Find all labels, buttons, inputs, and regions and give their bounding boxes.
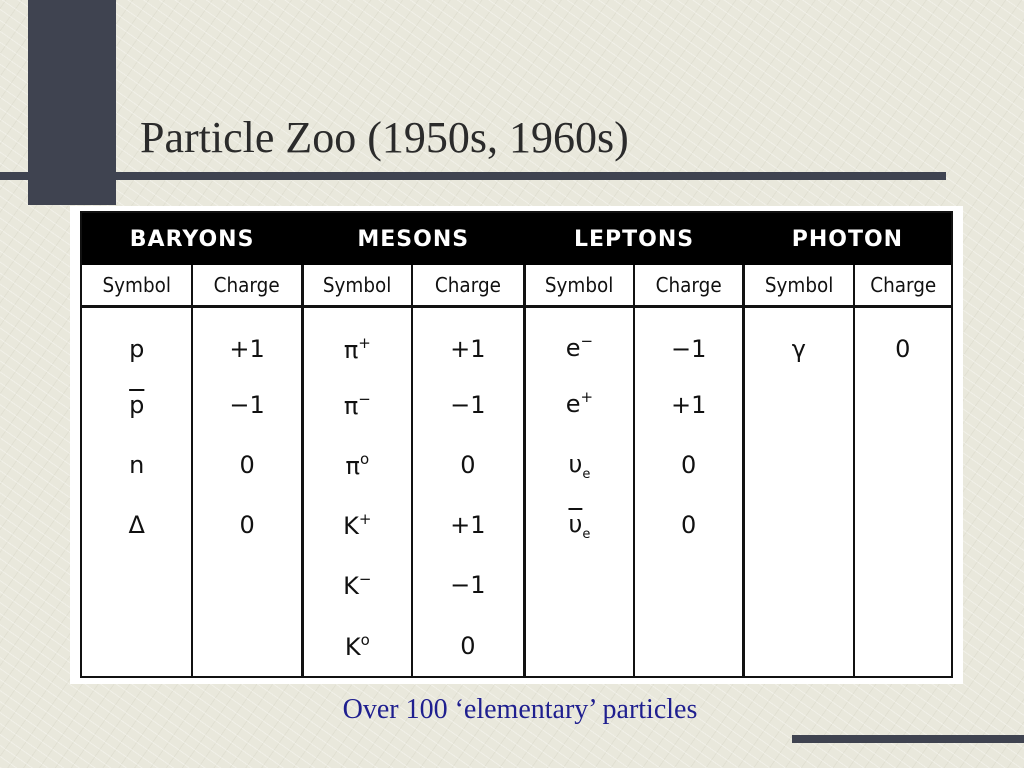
meson-charge-cell: +1 — [412, 307, 524, 375]
lepton-symbol-cell — [524, 555, 634, 615]
lepton-symbol-cell — [524, 435, 634, 495]
baryon-charge-cell: 0 — [192, 495, 302, 555]
lepton-symbol-cell-base: e — [565, 334, 581, 363]
meson-symbol-cell-superscript: + — [358, 334, 371, 353]
table-row — [81, 435, 952, 495]
meson-symbol-cell — [302, 616, 412, 677]
meson-symbol-cell-superscript: − — [358, 570, 372, 589]
meson-charge-cell: −1 — [412, 374, 524, 434]
meson-charge-cell: −1 — [412, 555, 524, 615]
photon-charge-cell — [854, 495, 953, 555]
baryon-symbol-cell-base: $\overline{p}$ — [129, 390, 145, 419]
column-header-charge: Charge — [197, 265, 298, 307]
table-row — [81, 495, 952, 555]
photon-charge-cell: 0 — [854, 307, 953, 375]
column-header-symbol: Symbol — [529, 265, 630, 307]
column-header-charge: Charge — [416, 265, 519, 307]
meson-charge-cell: +1 — [412, 495, 524, 555]
lepton-symbol-cell — [524, 616, 634, 677]
column-header-charge: Charge — [857, 265, 948, 307]
baryon-symbol-cell — [81, 435, 192, 495]
photon-symbol-cell-base: γ — [791, 335, 806, 364]
baryon-symbol-cell-base: Δ — [128, 511, 145, 540]
baryon-symbol-cell — [81, 374, 192, 434]
lepton-symbol-cell-base: e — [565, 389, 581, 418]
photon-charge-cell — [854, 555, 953, 615]
category-header-leptons: LEPTONS — [524, 212, 743, 265]
meson-symbol-cell-superscript: o — [359, 449, 370, 468]
lepton-symbol-cell — [524, 374, 634, 434]
title-divider-rule — [0, 172, 946, 180]
lepton-symbol-cell-subscript: e — [582, 527, 591, 543]
lepton-symbol-cell — [524, 307, 634, 375]
photon-symbol-cell — [744, 435, 854, 495]
lepton-charge-cell: 0 — [634, 495, 744, 555]
baryon-charge-cell: +1 — [192, 307, 302, 375]
column-header-charge: Charge — [638, 265, 739, 307]
baryon-symbol-cell — [81, 555, 192, 615]
meson-symbol-cell — [302, 307, 412, 375]
table-row — [81, 555, 952, 615]
baryon-symbol-cell — [81, 307, 192, 375]
column-header-symbol: Symbol — [748, 265, 849, 307]
table-row — [81, 307, 952, 375]
lepton-symbol-cell-base: $\overline{\upsilon}$ — [568, 510, 583, 539]
category-header-row — [81, 212, 952, 265]
meson-symbol-cell — [302, 555, 412, 615]
meson-symbol-cell — [302, 495, 412, 555]
meson-symbol-cell-base: π — [343, 391, 359, 420]
lepton-charge-cell — [634, 555, 744, 615]
category-header-photon: PHOTON — [744, 212, 952, 265]
table-row — [81, 616, 952, 677]
category-header-mesons: MESONS — [302, 212, 524, 265]
lepton-symbol-cell-subscript: e — [582, 466, 591, 482]
meson-charge-cell: 0 — [412, 616, 524, 677]
column-header-row — [81, 265, 952, 307]
baryon-symbol-cell-base: n — [129, 450, 145, 479]
column-header-symbol: Symbol — [307, 265, 408, 307]
baryon-charge-cell — [192, 616, 302, 677]
photon-symbol-cell — [744, 616, 854, 677]
photon-symbol-cell — [744, 374, 854, 434]
baryon-symbol-cell-base: p — [129, 335, 145, 364]
bottom-accent-rule — [792, 735, 1024, 743]
meson-charge-cell: 0 — [412, 435, 524, 495]
lepton-charge-cell: 0 — [634, 435, 744, 495]
meson-symbol-cell-base: π — [343, 336, 359, 365]
meson-symbol-cell-superscript: o — [360, 630, 370, 649]
meson-symbol-cell-superscript: − — [358, 389, 371, 408]
photon-symbol-cell — [744, 495, 854, 555]
table-row — [81, 374, 952, 434]
lepton-symbol-cell — [524, 495, 634, 555]
meson-symbol-cell-base: K — [343, 512, 359, 541]
photon-charge-cell — [854, 435, 953, 495]
meson-symbol-cell-base: K — [343, 572, 359, 601]
lepton-charge-cell: −1 — [634, 307, 744, 375]
baryon-charge-cell — [192, 555, 302, 615]
photon-symbol-cell — [744, 555, 854, 615]
meson-symbol-cell — [302, 435, 412, 495]
particle-table-body — [81, 307, 952, 678]
lepton-charge-cell — [634, 616, 744, 677]
lepton-symbol-cell-superscript: − — [580, 332, 594, 351]
lepton-charge-cell: +1 — [634, 374, 744, 434]
column-header-symbol: Symbol — [85, 265, 188, 307]
lepton-symbol-cell-base: υ — [568, 449, 583, 478]
category-header-baryons: BARYONS — [81, 212, 302, 265]
meson-symbol-cell — [302, 374, 412, 434]
baryon-symbol-cell — [81, 616, 192, 677]
particle-table — [80, 211, 953, 678]
baryon-symbol-cell — [81, 495, 192, 555]
baryon-charge-cell: 0 — [192, 435, 302, 495]
meson-symbol-cell-base: K — [344, 632, 361, 661]
photon-charge-cell — [854, 616, 953, 677]
slide-caption: Over 100 ‘elementary’ particles — [342, 694, 698, 725]
photon-charge-cell — [854, 374, 953, 434]
particle-table-image — [70, 206, 963, 684]
meson-symbol-cell-base: π — [345, 451, 360, 480]
baryon-charge-cell: −1 — [192, 374, 302, 434]
slide-title: Particle Zoo (1950s, 1960s) — [140, 113, 629, 162]
lepton-symbol-cell-superscript: + — [580, 387, 594, 406]
photon-symbol-cell — [744, 307, 854, 375]
meson-symbol-cell-superscript: + — [358, 510, 372, 529]
